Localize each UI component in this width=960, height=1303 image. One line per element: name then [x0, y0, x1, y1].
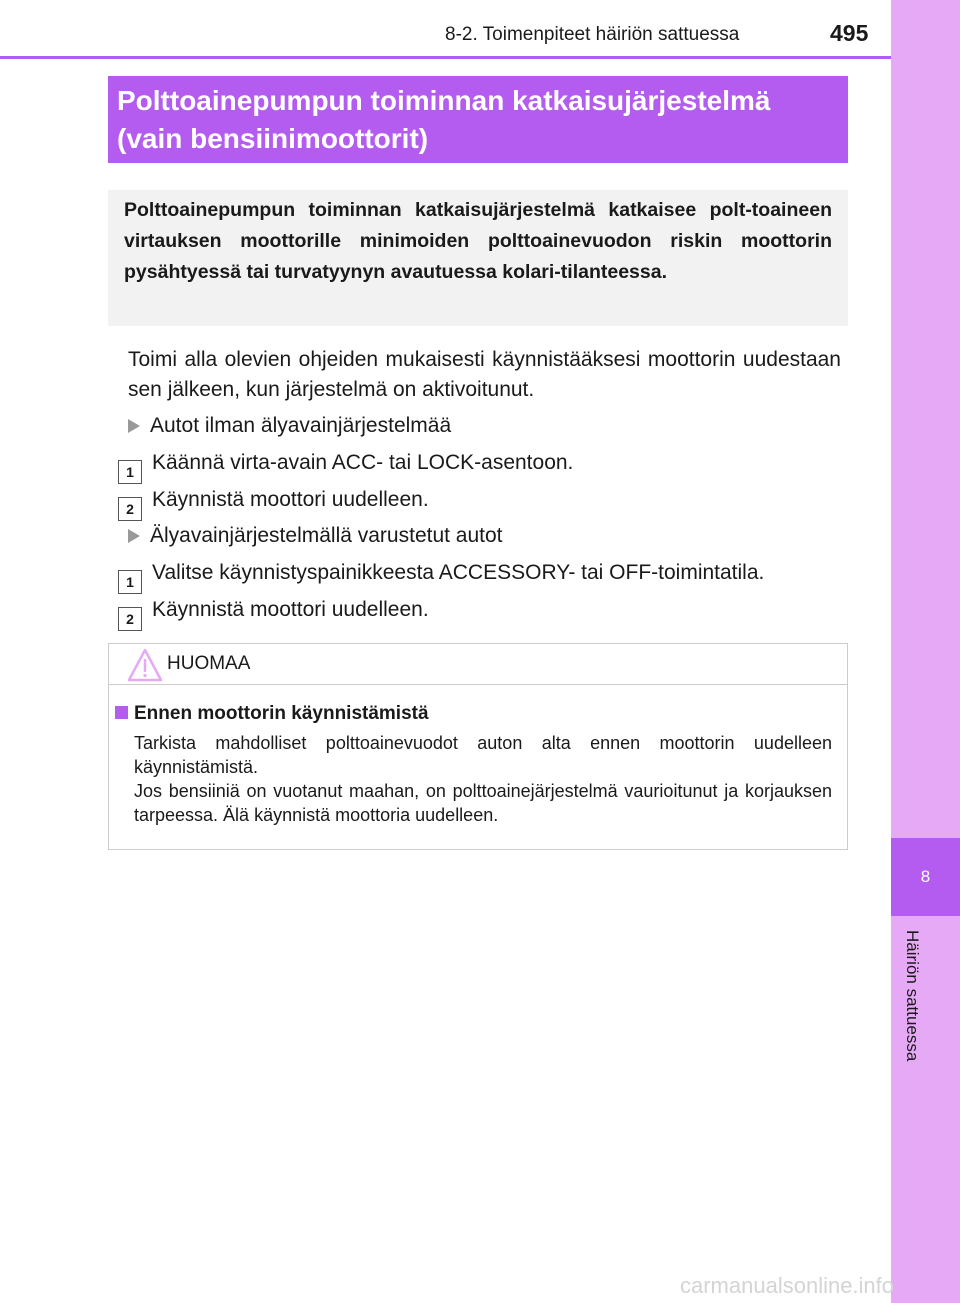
header-divider — [0, 56, 891, 59]
step-text: Käännä virta-avain ACC- tai LOCK-asentoon. — [152, 451, 574, 474]
notice-body — [134, 731, 832, 827]
step-item — [118, 450, 573, 484]
notice-label: HUOMAA — [167, 653, 251, 674]
notice-subheading — [115, 703, 429, 725]
step-item — [118, 560, 764, 594]
chapter-number-tab[interactable] — [891, 838, 960, 916]
section-header: 8-2. Toimenpiteet häiriön sattuessa — [445, 24, 740, 45]
notice-paragraph-1: Tarkista mahdolliset polttoainevuodot auton alta ennen moottorin uudelleen käynnistämistä. — [134, 733, 832, 777]
chapter-label: Häiriön sattuessa — [903, 930, 922, 1062]
section-heading-no-smart-key — [128, 413, 451, 439]
notice-paragraph-2: Jos bensiiniä on vuotanut maahan, on polttoainejärjestelmä vaurioitunut ja korjauksen tarpeessa. Älä käynnistä moottoria uudelleen. — [134, 781, 832, 825]
step-text: Valitse käynnistyspainikkeesta ACCESSORY- tai OFF-toimintatila. — [152, 561, 765, 584]
section-heading-text: Autot ilman älyavainjärjestelmää — [150, 414, 452, 437]
chapter-sidebar — [891, 0, 960, 1303]
notice-subheading-text: Ennen moottorin käynnistämistä — [134, 703, 429, 724]
step-number-badge: 1 — [118, 460, 142, 484]
step-item — [118, 487, 429, 521]
notice-header — [109, 644, 847, 685]
section-heading-smart-key — [128, 523, 503, 549]
step-number-badge: 2 — [118, 497, 142, 521]
intro-summary — [108, 190, 848, 326]
step-text: Käynnistä moottori uudelleen. — [152, 488, 429, 511]
chapter-number: 8 — [920, 867, 931, 886]
step-item — [118, 597, 429, 631]
step-number-badge: 1 — [118, 570, 142, 594]
notice-box — [108, 643, 848, 850]
triangle-bullet-icon — [128, 529, 140, 543]
intro-text: Polttoainepumpun toiminnan katkaisujärjestelmä katkaisee polt-toaineen virtauksen moottorille minimoiden polttoainevuodon riskin moottorin pysähtyessä tai turvatyynyn avautuessa kolari-tilanteessa. — [124, 199, 832, 283]
body-paragraph: Toimi alla olevien ohjeiden mukaisesti käynnistääksesi moottorin uudestaan sen jälkeen, kun järjestelmä on aktivoitunut. — [128, 348, 841, 401]
step-text: Käynnistä moottori uudelleen. — [152, 598, 429, 621]
watermark: carmanualsonline.info — [680, 1273, 895, 1298]
warning-triangle-icon — [127, 648, 163, 682]
title-line-1: Polttoainepumpun toiminnan katkaisujärjestelmä — [117, 85, 771, 116]
section-heading-text: Älyavainjärjestelmällä varustetut autot — [150, 524, 503, 547]
title-line-2: (vain bensiinimoottorit) — [117, 123, 429, 154]
square-bullet-icon — [115, 706, 128, 719]
step-number-badge: 2 — [118, 607, 142, 631]
page-title — [108, 76, 848, 163]
triangle-bullet-icon — [128, 419, 140, 433]
page-number: 495 — [830, 20, 869, 46]
